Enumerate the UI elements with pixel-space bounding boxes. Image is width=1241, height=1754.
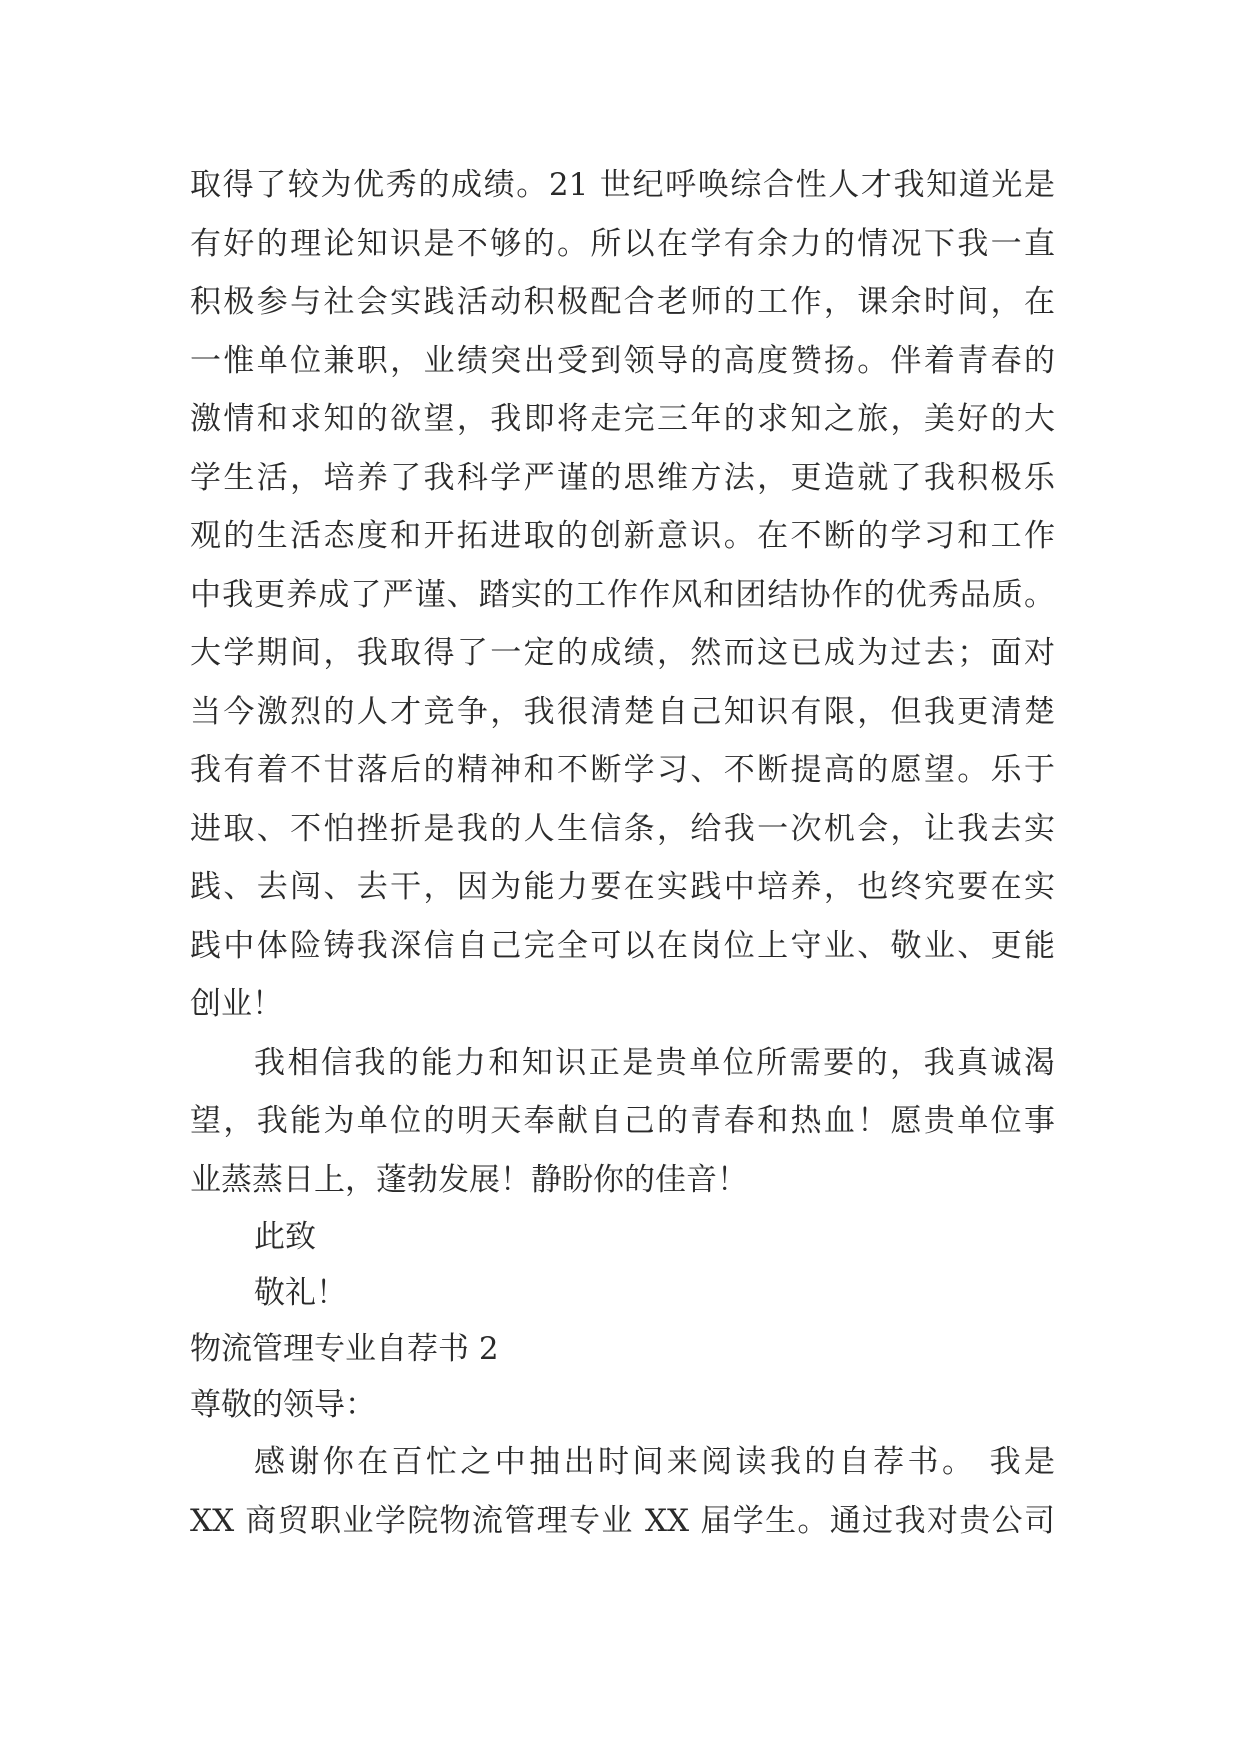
text-line: 取得了较为优秀的成绩。21 世纪呼唤综合性人才我知道光是: [190, 167, 1055, 203]
text-line: 当今激烈的人才竞争，我很清楚自己知识有限，但我更清楚: [190, 693, 1055, 730]
text-line: XX 商贸职业学院物流管理专业 XX 届学生。通过我对贵公司: [190, 1502, 1055, 1539]
paragraph-continuation: [190, 156, 1055, 1034]
paragraph-introduction: [190, 1433, 1055, 1550]
paragraph-closing-wish: [190, 1034, 1055, 1210]
text-line: 望，我能为单位的明天奉献自己的青春和热血！愿贵单位事: [190, 1103, 1055, 1139]
text-line: 感谢你在百忙之中抽出时间来阅读我的自荐书。 我是: [254, 1444, 1055, 1480]
text-line: 大学期间，我取得了一定的成绩，然而这已成为过去；面对: [190, 635, 1055, 671]
closing-regards-1: 此致: [254, 1219, 316, 1255]
document-page: [190, 156, 1055, 1550]
text-line: 积极参与社会实践活动积极配合老师的工作，课余时间，在: [190, 284, 1055, 320]
text-line: 激情和求知的欲望，我即将走完三年的求知之旅，美好的大: [190, 401, 1055, 437]
text-line: 业蒸蒸日上，蓬勃发展！静盼你的佳音！: [190, 1161, 748, 1198]
salutation: 尊敬的领导：: [190, 1387, 376, 1423]
closing-regards-2: 敬礼！: [254, 1275, 347, 1311]
text-line: 我有着不甘落后的精神和不断学习、不断提高的愿望。乐于: [190, 752, 1055, 788]
text-line: 我相信我的能力和知识正是贵单位所需要的，我真诚渴: [254, 1044, 1055, 1081]
text-line: 学生活，培养了我科学严谨的思维方法，更造就了我积极乐: [190, 459, 1055, 496]
text-line: 一惟单位兼职，业绩突出受到领导的高度赞扬。伴着青春的: [190, 342, 1055, 379]
text-line: 中我更养成了严谨、踏实的工作作风和团结协作的优秀品质。: [190, 576, 1055, 613]
text-line: 进取、不怕挫折是我的人生信条，给我一次机会，让我去实: [190, 810, 1055, 847]
text-line: 观的生活态度和开拓进取的创新意识。在不断的学习和工作: [190, 518, 1055, 554]
text-line: 创业！: [190, 986, 283, 1022]
section-title: 物流管理专业自荐书 2: [190, 1331, 499, 1367]
text-line: 践、去闯、去干，因为能力要在实践中培养，也终究要在实: [190, 869, 1055, 905]
text-line: 践中体险铸我深信自己完全可以在岗位上守业、敬业、更能: [190, 927, 1055, 964]
text-line: 有好的理论知识是不够的。所以在学有余力的情况下我一直: [190, 225, 1055, 262]
